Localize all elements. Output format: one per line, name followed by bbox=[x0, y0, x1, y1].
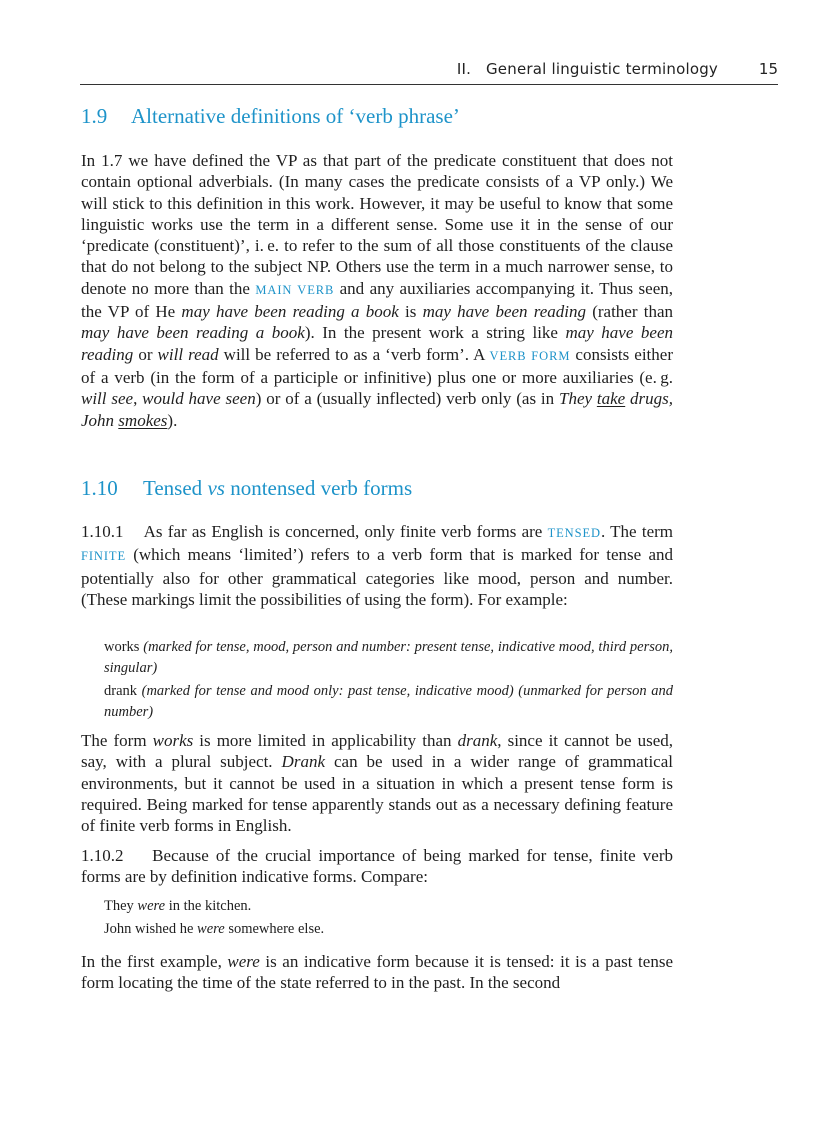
text-run: or bbox=[133, 344, 158, 364]
paragraph-1-10-1 bbox=[81, 521, 673, 610]
text-run: ). bbox=[167, 410, 178, 430]
example-drank bbox=[104, 681, 673, 722]
running-header bbox=[80, 58, 778, 85]
example-italic: They bbox=[558, 389, 597, 409]
subsection-number: 1.10.1 bbox=[81, 522, 124, 541]
example-note: (marked for tense, mood, person and number: present tense, indicative mood, third person, singular) bbox=[104, 639, 673, 676]
text-run: . The term bbox=[600, 522, 673, 541]
term-finite: FINITE bbox=[81, 549, 126, 564]
section-heading-1-10 bbox=[81, 476, 412, 501]
paragraph-works-drank bbox=[81, 730, 673, 836]
example-word: drank bbox=[104, 683, 142, 699]
text-run: As far as English is concerned, only finite verb forms are bbox=[143, 522, 548, 541]
text-run: somewhere else. bbox=[224, 921, 325, 937]
text-run: is an indicative form because it is tensed: it is a past tense form locating the time of the state referred to in the past. In the second bbox=[81, 952, 673, 993]
example-italic: drank bbox=[457, 731, 498, 750]
example-italic-underlined: smokes bbox=[118, 410, 168, 430]
section-title: Alternative definitions of ‘verb phrase’ bbox=[131, 104, 460, 128]
section-number: 1.9 bbox=[81, 104, 108, 128]
example-italic: will read bbox=[157, 344, 219, 364]
example-they-were bbox=[104, 896, 673, 917]
text-run: (rather than bbox=[586, 302, 673, 322]
text-run: and any auxiliaries accompanying it. Thus seen, the VP of He bbox=[81, 278, 674, 322]
example-note: (marked for tense and mood only: past tense, indicative mood) (unmarked for person and number) bbox=[104, 683, 674, 720]
example-italic: may have been reading bbox=[422, 302, 586, 322]
example-italic: would have seen bbox=[142, 389, 256, 409]
term-verb-form: VERB FORM bbox=[489, 348, 571, 363]
example-italic: will see bbox=[81, 389, 134, 409]
example-italic: were bbox=[137, 898, 166, 914]
text-run: can be used in a wider range of grammatical environments, but it cannot be used in a situation in which a present tense form is required. Being marked for tense apparently stands out as a necessary defining feature of finite verb forms in English. bbox=[81, 752, 673, 836]
example-italic: may have been reading bbox=[81, 323, 673, 364]
text-run: John wished he bbox=[104, 921, 198, 937]
term-tensed: TENSED bbox=[547, 526, 601, 540]
example-italic: were bbox=[227, 952, 260, 971]
text-run: ). In the present work a string like bbox=[304, 323, 566, 343]
subsection-number: 1.10.2 bbox=[81, 846, 124, 865]
text-run: Because of the crucial importance of being marked for tense, finite verb forms are by definition indicative forms. Compare: bbox=[81, 846, 674, 887]
page-number: 15 bbox=[758, 60, 778, 78]
text-run: will be referred to as a ‘verb form’. A bbox=[218, 344, 490, 364]
text-run: consists either of a verb (in the form of a participle or infinitive) plus one or more auxiliaries (e. g. bbox=[81, 344, 673, 387]
example-john-wished bbox=[104, 919, 673, 940]
text-run: In 1.7 we have defined the VP as that part of the predicate constituent that does not contain optional adverbials. (In many cases the predicate consists of a VP only.) We will stick to this definition in this work. However, it may be useful to know that some linguistic works use the term in a different sense. Some use it in the sense of our ‘predicate (constituent)’, i. e. to refer to the sum of all those constituents of the clause that do not belong to the subject NP. Others use the term in a much narrower sense, to denote no more than the bbox=[81, 151, 673, 298]
example-works bbox=[104, 637, 673, 678]
text-run: ) or of a (usually inflected) verb only (as in bbox=[255, 389, 559, 409]
text-run: is bbox=[398, 302, 423, 322]
running-header-section: II. General linguistic terminology bbox=[456, 60, 718, 78]
example-word: works bbox=[104, 639, 144, 655]
text-run: is more limited in applicability than bbox=[193, 731, 458, 750]
section-title-part: nontensed verb forms bbox=[224, 476, 413, 500]
text-run: They bbox=[104, 898, 138, 914]
section-number: 1.10 bbox=[81, 476, 118, 500]
text-run: The form bbox=[81, 731, 153, 750]
section-heading-1-9 bbox=[81, 104, 460, 129]
section-title-part: Tensed bbox=[143, 476, 208, 500]
example-italic: works bbox=[152, 731, 194, 750]
example-italic: Drank bbox=[281, 752, 325, 772]
example-italic: drugs, John bbox=[81, 389, 674, 430]
paragraph-1-10-2 bbox=[81, 845, 673, 888]
text-run: (which means ‘limited’) refers to a verb form that is marked for tense and potentially also for other grammatical categories like mood, person and number. (These markings limit the possibilities of using the form). For example: bbox=[81, 545, 673, 609]
text-run: In the first example, bbox=[81, 952, 228, 971]
paragraph-first-example bbox=[81, 951, 673, 994]
example-italic-underlined: take bbox=[596, 389, 626, 409]
example-italic: were bbox=[197, 921, 225, 937]
text-run: , since it cannot be used, say, with a plural subject. bbox=[81, 731, 673, 772]
example-italic: may have been reading a book bbox=[181, 302, 399, 322]
text-run: , bbox=[133, 389, 143, 409]
text-run: in the kitchen. bbox=[165, 898, 252, 914]
term-main-verb: MAIN VERB bbox=[255, 282, 335, 297]
paragraph-verb-phrase bbox=[81, 150, 673, 431]
example-italic: may have been reading a book bbox=[81, 323, 305, 343]
section-title-vs: vs bbox=[207, 476, 225, 500]
